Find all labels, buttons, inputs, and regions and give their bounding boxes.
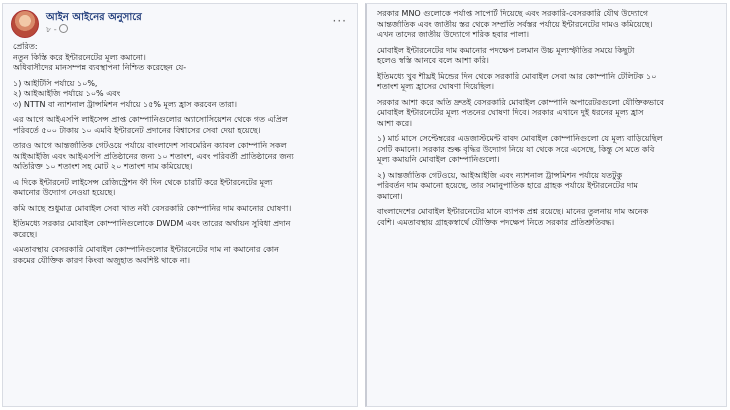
post-text-line: হলেও স্বস্তি আনবে বলে আশা করি। [377, 56, 489, 65]
post-text-line: পরিবর্তে ৫০০ টাকায় ১০ এমবি ইন্টারনেট প্রদানের বিশ্বাসের সেবা দেয়া হয়েছে। [13, 125, 261, 135]
post-text-line: আইআইজি এবং আইএসপি প্রতিষ্ঠানের জন্য ১০ শতাংশ, এবং পরিবর্তী প্রাতিষ্ঠানের জন্য [13, 151, 294, 161]
post-text-line: করেছে। [13, 229, 38, 239]
post-text-line: মোবাইল ইন্টারনেটের দাম কমানোর পদক্ষেপ চলমান উচ্চ মূল্যস্ফীতির সময়ে কিছুটা [377, 45, 635, 55]
post-text-line: ইতিমধ্যে খুব শীঘ্রই মিন্ডের দিন থেকে সরকারি মোবাইল সেবা আর কোম্পানি টেলিটক ১০ [377, 71, 657, 81]
post-text-line: ৩) NTTN বা ন্যাশনাল ট্রান্সমিশন পর্যায়ে ১৫% মূল্য হ্রাস করবেন তারা। [13, 99, 237, 109]
post-time[interactable]: ৮ - [46, 25, 57, 34]
post-text-line: কমি আছে শুধুমাত্র মোবাইল সেবা খাত নবী বেসরকারি কোম্পানির দাম কমানোর ঘোষণা। [13, 203, 292, 213]
post-text-line: বাংলাদেশের মোবাইল ইন্টারনেটের মানে ব্যাপক প্রশ্ন রয়েছে। মানের তুলনায় দাম অনেক [377, 207, 649, 216]
more-options-icon[interactable]: ··· [332, 14, 347, 28]
post-text-line: নতুন কিস্তি করে ইন্টারনেটের মূল্য কমানো। [13, 52, 146, 62]
post-text-line: অতিরিক্ত ১০ শতাংশ সহ মোট ২০ শতাংশ দাম কমিয়েছে। [13, 162, 193, 171]
post-text-line: মূল্য কমায়নি মোবাইল কোম্পানিগুলো। [377, 155, 500, 164]
post-text-line: পরিবর্তন দাম কমানো হয়েছে, তার সমানুপাতিক হারে গ্রাহক পর্যায়ে ইন্টারনেটের দাম [377, 181, 638, 190]
post-text-line: আন্তর্জাতিক এবং জাতীয় স্তর থেকে সম্প্রতি সর্বস্তর পর্যায়ে ইন্টারনেটের দামও কমিয়েছে। [377, 19, 653, 29]
post-meta [46, 24, 142, 36]
post-text-line: ১) মার্চ মাসে সেপ্টেম্বরের এডজাস্টমেন্ট বাবদ মোবাইল কোম্পানিগুলো যে মূল্য বাড়িয়েছিল [377, 134, 663, 143]
post-text-line: সরকার আশা করে অতি দ্রুতই বেসরকারি মোবাইল কোম্পানি অপারেটরগুলো যৌক্তিকভাবে [377, 97, 665, 107]
post-text-line: এমতাবস্থায় বেসরকারি মোবাইল কোম্পানিগুলোর ইন্টারনেটের দাম না কমানোর কোন [13, 245, 279, 254]
post-text-line: ২) আইআইজি পর্যায়ে ১০% এবং [13, 89, 121, 98]
post-text-line: ১) আইটিসি পর্যায়ে ১০%, [13, 78, 98, 88]
post-text-line: ২) আন্তর্জাতিক গেটওয়ে, আইআইজি এবং ন্যাশনাল ট্রান্সমিশন পর্যায়ে যতটুকু [377, 170, 623, 180]
left-post-panel [2, 3, 358, 407]
post-text-line: কমানো। [377, 191, 403, 201]
post-text-line: এর আগে আইএসপি লাইসেন্স প্রাপ্ত কোম্পানিগুলোর অ্যাসোসিয়েশন থেকে গত এপ্রিল [13, 115, 288, 124]
post-header-text [46, 12, 142, 36]
post-text-line: কমানোর উদ্যোগ নেওয়া হয়েছে। [13, 188, 116, 197]
post-text-line: মোবাইল ইন্টারনেটের মূল্য পতনের ঘোষণা দিবে। সরকার এখানে দুই ধরনের মূল্য হ্রাস [377, 108, 644, 117]
post-text-line: ইতিমধ্যে সরকার মোবাইল কোম্পানিগুলোকে DWDM এবং তারের অর্থায়ন সুবিধা প্রদান [13, 219, 291, 228]
post-text-line: বেশি। এমতাবস্থায় গ্রাহকস্বার্থে যৌক্তিক পদক্ষেপ নিতে সরকার প্রতিশ্রুতিবদ্ধ। [377, 217, 615, 227]
post-text-line: আশা করে। [377, 118, 413, 128]
author-avatar[interactable] [11, 10, 39, 38]
author-name[interactable]: আইন আইনের অনুসারে [46, 12, 142, 23]
post-text-line: এখন তাদের জাতীয় উদ্যোগে শরিক হবার পালা। [377, 30, 530, 39]
post-text-line: রকমের যৌক্তিক কারণ কিংবা অজুহাত অবশিষ্ট থাকে না। [13, 255, 190, 265]
globe-icon [59, 24, 68, 33]
post-text-line: তারও আগে আন্তর্জাতিক গেটওয়ে পর্যায়ে বাংলাদেশ সাবমেরিন ক্যাবল কোম্পানি সকল [13, 141, 287, 150]
post-header [3, 4, 357, 40]
post-text-line: সরকার MNO গুলোকে পর্যাপ্ত সাপোর্ট দিয়েছে এবং সরকারি-বেসরকারি যৌথ উদ্যোগে [377, 9, 649, 18]
post-text-line: সেটি কমানো। সরকার শুল্ক বৃদ্ধির উদ্যোগ নিয়ে যা থেকে সরে এসেছে, কিন্তু সে মতে কবি [377, 144, 655, 154]
post-text-line: শতাংশ মূল্য হ্রাসের ঘোষণা দিয়েছিল। [377, 82, 494, 91]
right-post-body [367, 4, 726, 228]
post-text-line: এ দিকে ইন্টারনেট লাইসেন্স রেজিস্ট্রেশন ফী দিন থেকে চারটি করে ইন্টারনেটের মূল্য [13, 177, 273, 187]
post-text-line: অধিবাসীদের মানসম্পন্ন ব্যবস্থাপনা নিশ্চিত করেছেন যে- [13, 63, 187, 72]
left-post-body [3, 40, 357, 266]
post-text-line: প্রেরিত: [13, 42, 38, 51]
right-post-panel [365, 3, 727, 407]
